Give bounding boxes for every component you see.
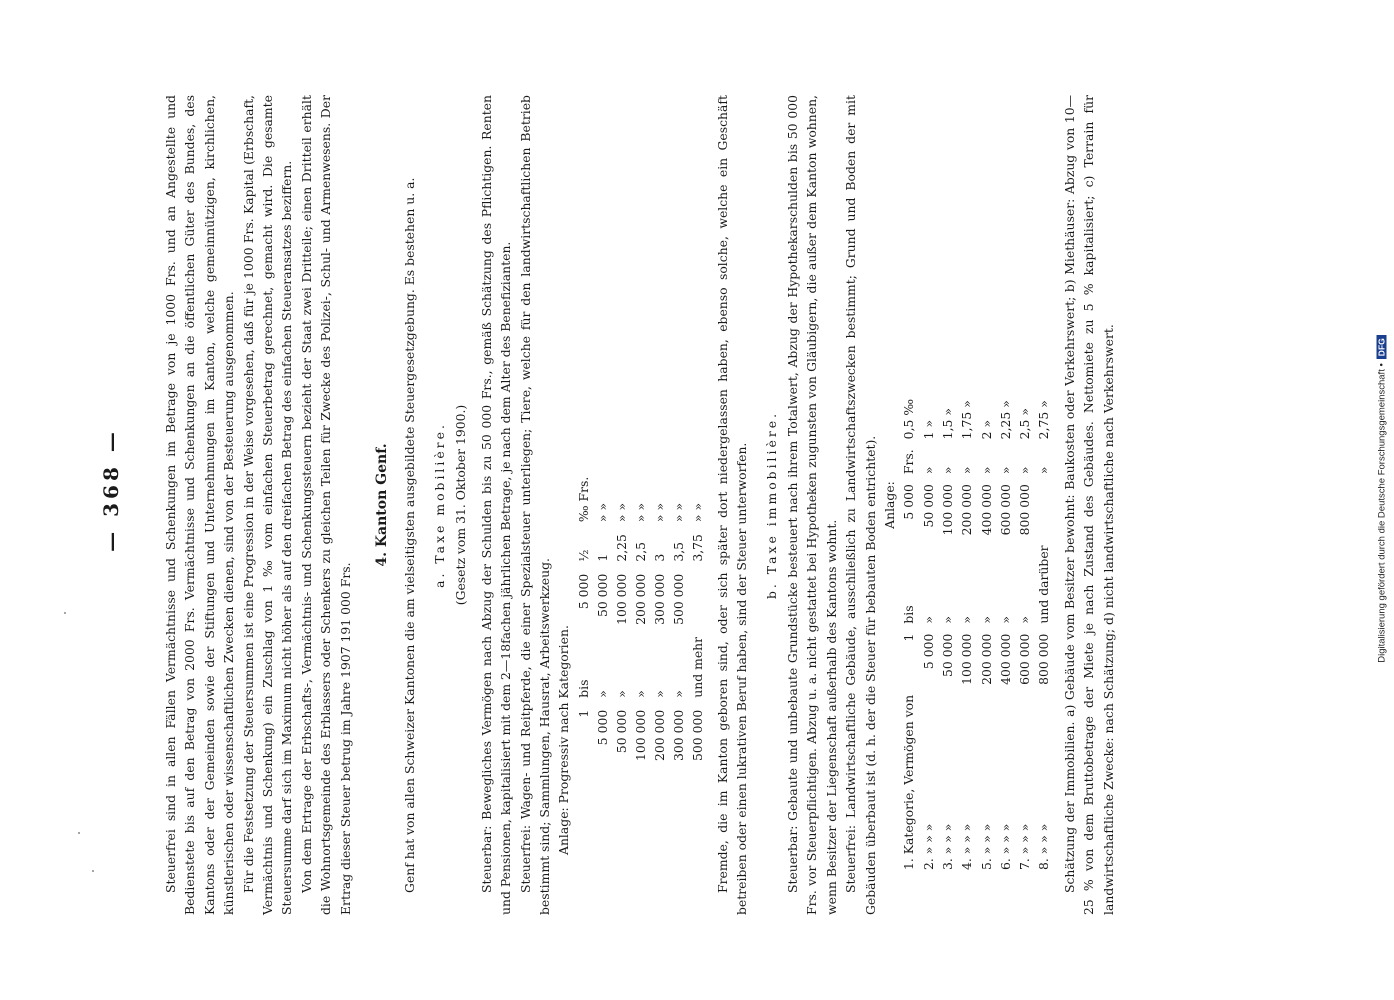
table-row: 6. » » » 400 000 » 600 000 » 2,25 » [997,400,1013,870]
scan-speck [64,612,66,614]
law-note-mobiliere: (Gesetz vom 31. Oktober 1900.) [453,404,469,606]
table-row: 1 bis 5 000 ½ ‰ Frs. [575,476,591,718]
table-row: 100 000 » 200 000 2,5 » » [632,502,648,761]
table-row: 5. » » » 200 000 » 400 000 » 2 » [978,419,994,870]
table-row: 1. Kategorie, Vermögen von 1 bis 5 000 Frs. 0,5 ‰ [901,399,917,870]
table-row: 5 000 » 50 000 1 » » [594,502,610,746]
paragraph-ertrag: Von dem Ertrage der Erbschafts-, Vermächtnis- und Schenkungssteuern bezieht der Staat zwei Dritteile; einen Dritteil erhält die Wohnortsgemeinde des Erblassers oder Schenkers zu gleichen Teilen für Zwecke des Polizei-, Schul- und Armenwesens. Der Ertrag dieser Steuer betrug im Jahre 1907 191 000 Frs. [298,95,353,915]
mobiliere-fremde: Fremde, die im Kanton geboren sind, oder sich später dort niedergelassen haben, ebenso solche, welche ein Geschäft betreiben oder einen lukrativen Beruf haben, sind der Steuer unterworfen. [714,95,750,915]
scan-speck [92,870,94,872]
immobiliere-category-table [899,394,1053,875]
mobiliere-rate-table [574,471,707,767]
paragraph-genf-intro: Genf hat von allen Schweizer Kantonen die am vielseitigsten ausgebildete Steuergesetzgebung. Es bestehen u. a. [402,177,418,893]
heading-taxe-immobiliere: b. Taxe immobilière. [763,410,779,600]
paragraph-steuerfrei: Steuerfrei sind in allen Fällen Vermächtnisse und Schenkungen im Betrage von je 1000 Frs. und an Angestellte und Bedienstete bis auf den Betrag von 2000 Frs. Vermächtnisse und Schenkungen an die öffentlichen Güter des Bundes, des Kantons oder der Gemeinden sowie der Stiftungen und Unternehmungen im Kanton, welche gemeinnützigen, kirchlichen, künstlerischen oder wissenschaftlichen Zwecken dienen, sind von der Besteuerung ausgenommen. [163,95,237,915]
table-row: 300 000 » 500 000 3,5 » » [670,502,686,761]
table-row: 200 000 » 300 000 3 » » [651,502,667,761]
table-row: 50 000 » 100 000 2,25 » » [613,502,629,754]
table-row: 500 000 und mehr 3,75 » » [689,502,705,761]
digitization-credit [1370,4,1394,994]
rotated-page [41,0,1341,1000]
credit-text: Digitalisierung gefördert durch die Deutsche Forschungsgemeinschaft • [1376,363,1388,663]
table-row: 8. » » » 800 000 und darüber » 2,75 » [1036,400,1052,870]
page-body [161,95,1118,915]
mobiliere-anlage: Anlage: Progressiv nach Kategorien. [556,625,572,855]
mobiliere-steuerfrei: Steuerfrei: Wagen- und Reitpferde, die einer Spezialsteuer unterliegen; Tiere, welche für den landwirtschaftlichen Betrieb bestimmt sind; Sammlungen, Hausrat, Arbeitswerkzeug. [517,95,552,915]
table-row: 4. » » » 100 000 » 200 000 » 1,75 » [959,400,975,870]
immobiliere-schaetzung: Schätzung der Immobilien. a) Gebäude vom Besitzer bewohnt: Baukosten oder Verkehrswert; b) Miethäuser: Abzug von 10—25 % von dem Bruttobetrage der Miete je nach Zustand des Gebäudes. Nettomiete zu 5 % kapitalisiert; c) Terrain für landwirtschaftliche Zwecke: nach Schätzung; d) nicht landwirtschaftliche nach Verkehrswert. [1061,95,1116,915]
page-number: — 368 — [99,428,123,552]
immobiliere-steuerfrei: Steuerfrei: Landwirtschaftliche Gebäude, ausschließlich zu Landwirtschaftszwecken bestimmt; Grund und Boden der mit Gebäuden überbaut ist (d. h. der die Steuer für bebauten Boden entrichtet). [843,95,878,915]
mobiliere-steuerbar: Steuerbar: Bewegliches Vermögen nach Abzug der Schulden bis zu 50 000 Frs., gemäß Schätzung des Pflichtigen. Renten und Pensionen, kapitalisiert mit dem 2—18fachen jährlichen Betrage, je nach dem Alter des Benefizianten. [478,95,514,915]
dfg-logo: DFG [1377,335,1387,359]
immobiliere-anlage: Anlage: [881,481,897,529]
table-row: 7. » » » 600 000 » 800 000 » 2,5 » [1017,408,1033,870]
scan-speck [78,832,80,834]
section-heading-genf: 4. Kanton Genf. [374,443,391,567]
paragraph-progression: Für die Festsetzung der Steuersummen ist eine Progression in der Weise vorgesehen, daß für je 1000 Frs. Kapital (Erbschaft, Vermächtnis und Schenkung) ein Zuschlag von 1 ‰ vom einfachen Steuerbetrag gerechnet, gemacht wird. Die gesamte Steuersumme darf sich im Maximum nicht höher als auf den dreifachen Betrag des einfachen Steueransatzes beziffern. [240,95,295,915]
table-row: 3. » » » 50 000 » 100 000 » 1,5 » [939,408,955,870]
immobiliere-steuerbar: Steuerbar: Gebaute und unbebaute Grundstücke besteuert nach ihrem Totalwert, Abzug der Hypothekarschulden bis 50 000 Frs. vor Steuerpflichtigen. Abzug u. a. nicht gestattet bei Hypotheken zugunsten von Gläubigern, die außer dem Kanton wohnen, wenn Besitzer der Liegenschaft außerhalb des Kantons wohnt. [784,95,839,915]
table-row: 2. » » » 5 000 » 50 000 » 1 » [920,419,936,870]
heading-taxe-mobiliere: a. Taxe mobilière. [431,422,447,588]
